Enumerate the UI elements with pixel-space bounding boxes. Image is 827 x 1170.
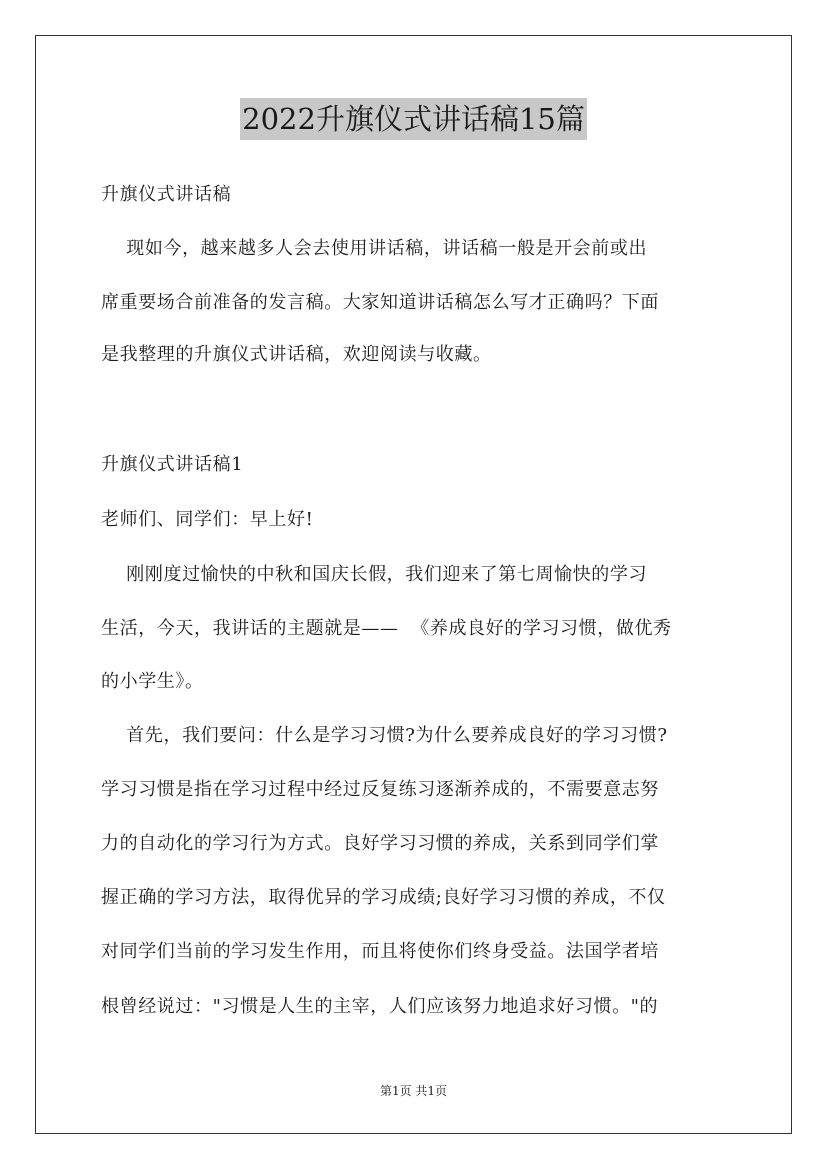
paragraph-line: 是我整理的升旗仪式讲话稿，欢迎阅读与收藏。: [101, 344, 492, 365]
section-heading: 升旗仪式讲话稿: [101, 184, 232, 205]
paragraph-line: 的小学生》。: [101, 671, 204, 692]
paragraph-line: 刚刚度过愉快的中秋和国庆长假，我们迎来了第七周愉快的学习: [101, 564, 648, 585]
paragraph-line: 席重要场合前准备的发言稿。大家知道讲话稿怎么写才正确吗？下面: [101, 292, 659, 313]
paragraph-line: 握正确的学习方法，取得优异的学习成绩;良好学习习惯的养成，不仅: [101, 887, 666, 908]
paragraph-line: 力的自动化的学习行为方式。良好学习习惯的养成，关系到同学们掌: [101, 833, 659, 854]
section-heading: 升旗仪式讲话稿1: [101, 454, 244, 475]
paragraph-line: 首先，我们要问：什么是学习习惯?为什么要养成良好的学习习惯?: [101, 725, 668, 746]
paragraph-line: 现如今，越来越多人会去使用讲话稿，讲话稿一般是开会前或出: [101, 238, 648, 259]
paragraph-line: 学习习惯是指在学习过程中经过反复练习逐渐养成的，不需要意志努: [101, 779, 659, 800]
paragraph-line: 根曾经说过："习惯是人生的主宰，人们应该努力地追求好习惯。"的: [101, 996, 659, 1017]
paragraph-line: 生活，今天，我讲话的主题就是—— 《养成良好的学习习惯，做优秀: [101, 618, 672, 639]
paragraph-line: 对同学们当前的学习发生作用，而且将使你们终身受益。法国学者培: [101, 941, 659, 962]
greeting-line: 老师们、同学们：早上好!: [101, 509, 314, 530]
page-number: 第1页 共1页: [379, 1084, 448, 1098]
title-wrapper: [0, 98, 827, 140]
document-title: 2022升旗仪式讲话稿15篇: [240, 98, 587, 140]
